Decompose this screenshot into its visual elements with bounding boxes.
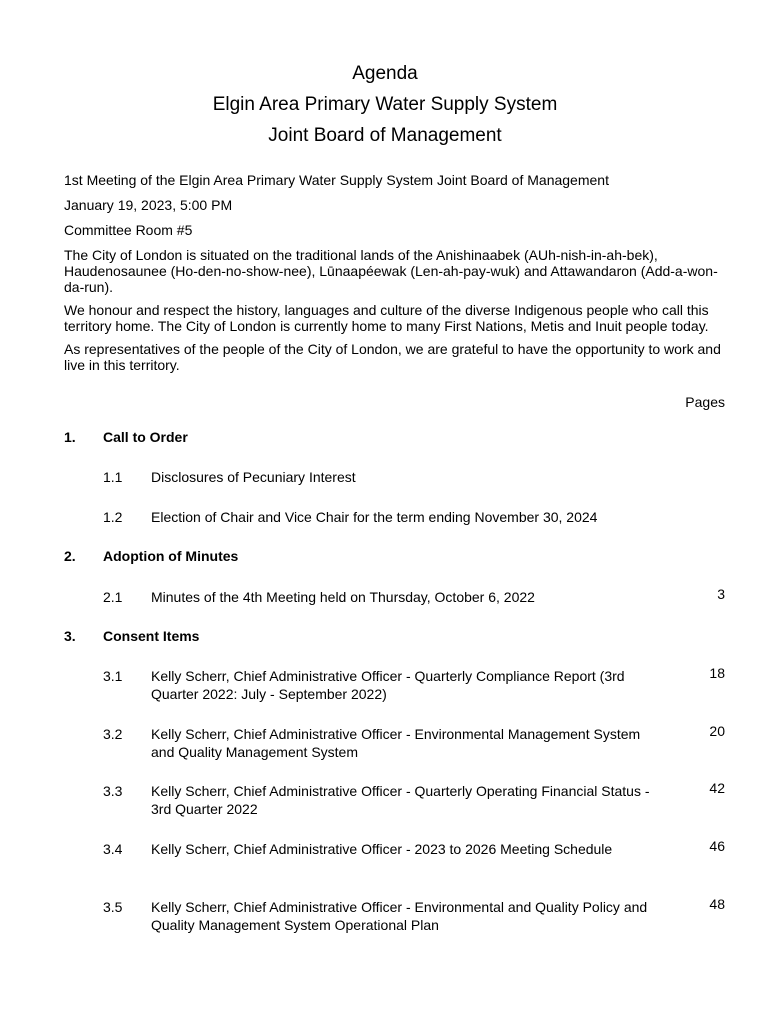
item-page-number: 20 <box>709 723 725 739</box>
title-block <box>0 58 770 151</box>
item-text: Disclosures of Pecuniary Interest <box>151 469 356 485</box>
item-text: Kelly Scherr, Chief Administrative Officer - Environmental Management System and Quality Management System <box>151 726 641 760</box>
item-number: 1.2 <box>103 509 123 525</box>
section-heading <box>64 628 199 645</box>
item-text: Election of Chair and Vice Chair for the term ending November 30, 2024 <box>151 509 598 525</box>
item-number: 3.3 <box>103 783 123 799</box>
item-page-number: 46 <box>709 838 725 854</box>
section-title: Adoption of Minutes <box>103 548 239 564</box>
gratitude-statement: As representatives of the people of the City of London, we are grateful to have the opportunity to work and live in this territory. <box>64 341 721 373</box>
pages-column-header: Pages <box>685 394 725 410</box>
land-acknowledgement: The City of London is situated on the traditional lands of the Anishinaabek (AUh-nish-in-ah-bek), Haudenosaunee (Ho-den-no-show-nee), Lūnaapéewak (Len-ah-pay-wuk) and Attawandaron (Add-a-won-da-run). <box>64 247 718 295</box>
item-text: Kelly Scherr, Chief Administrative Officer - Environmental and Quality Policy and Quality Management System Operational Plan <box>151 899 648 933</box>
section-heading <box>64 548 238 565</box>
meeting-datetime: January 19, 2023, 5:00 PM <box>64 197 233 213</box>
item-text: Kelly Scherr, Chief Administrative Officer - 2023 to 2026 Meeting Schedule <box>151 841 613 857</box>
document-title: Agenda <box>352 63 418 84</box>
section-title: Consent Items <box>103 628 200 644</box>
meeting-name: 1st Meeting of the Elgin Area Primary Water Supply System Joint Board of Management <box>64 172 609 188</box>
honour-statement: We honour and respect the history, languages and culture of the diverse Indigenous people who call this territory home. The City of London is currently home to many First Nations, Metis and Inuit people today. <box>64 302 709 334</box>
item-number: 3.4 <box>103 841 123 857</box>
item-page-number: 42 <box>709 780 725 796</box>
item-text: Kelly Scherr, Chief Administrative Officer - Quarterly Compliance Report (3rd Quarter 2022: July - September 2022) <box>151 668 625 702</box>
section-number: 2. <box>64 548 76 564</box>
section-heading <box>64 429 188 446</box>
meeting-location: Committee Room #5 <box>64 222 193 238</box>
item-page-number: 18 <box>709 665 725 681</box>
board-name: Joint Board of Management <box>268 125 502 146</box>
organization-name: Elgin Area Primary Water Supply System <box>212 94 558 115</box>
section-number: 1. <box>64 429 76 445</box>
item-number: 3.5 <box>103 899 123 915</box>
item-number: 3.2 <box>103 726 123 742</box>
item-number: 2.1 <box>103 589 123 605</box>
item-text: Minutes of the 4th Meeting held on Thursday, October 6, 2022 <box>151 589 535 605</box>
item-number: 3.1 <box>103 668 123 684</box>
item-text: Kelly Scherr, Chief Administrative Officer - Quarterly Operating Financial Status - 3rd Quarter 2022 <box>151 783 650 817</box>
section-number: 3. <box>64 628 76 644</box>
item-page-number: 3 <box>717 586 725 602</box>
section-title: Call to Order <box>103 429 188 445</box>
meeting-info <box>64 172 728 380</box>
item-number: 1.1 <box>103 469 123 485</box>
item-page-number: 48 <box>709 896 725 912</box>
